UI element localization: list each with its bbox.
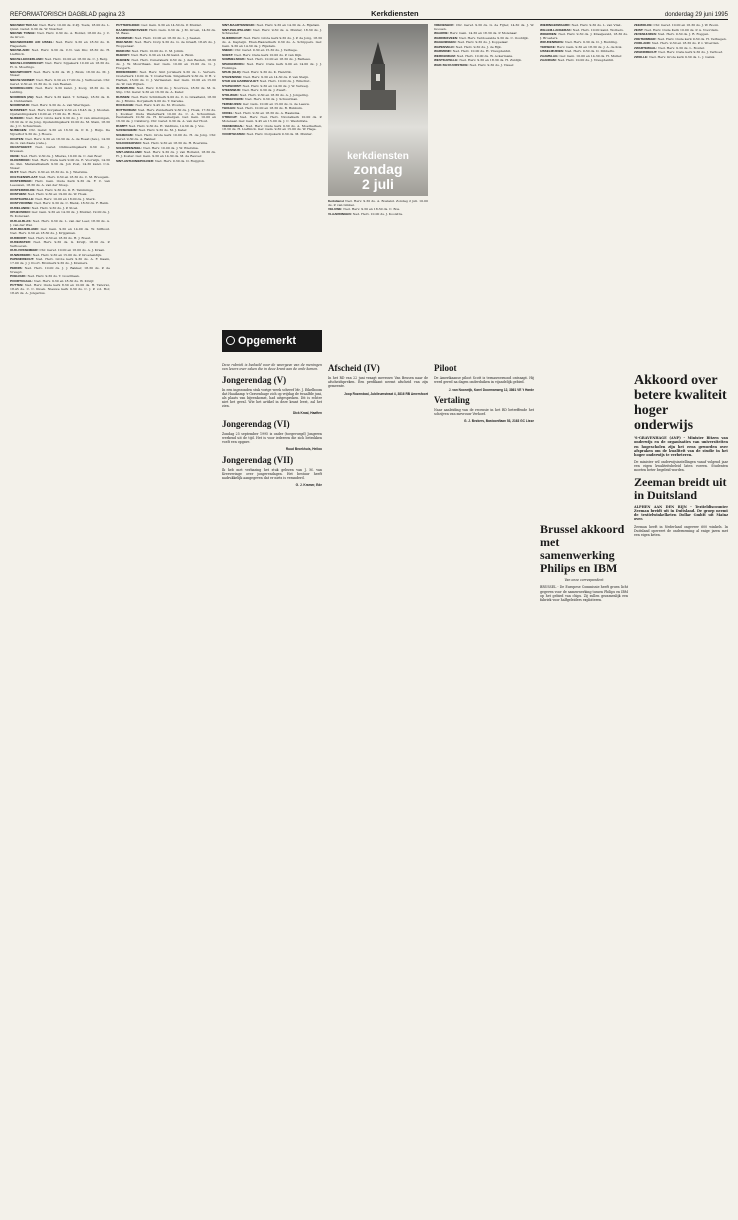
church-listing	[328, 213, 428, 217]
listing-place-name: OOSTVOORNE:	[10, 201, 34, 206]
listing-place-name: RIJSSEN:	[116, 94, 131, 99]
listing-details: Ned. Herv. 9.30 en 18.30 ds. C. Bos.	[342, 207, 401, 212]
listing-details: Ned. Herv. 9.30 en 18.30 ds. A. J. Jongeling.	[238, 92, 309, 97]
listing-details: Ned. Herv. 9.30 ds. K. Hendrik.	[241, 70, 292, 75]
article-signature: G. J. Bezkers, Bastoonflaan 53, 2163 GC Lisse	[464, 419, 534, 424]
listing-details: Ned. Herv. 9.30 en 18.30 ds. W. Kruijf.	[33, 278, 95, 283]
listing-details: Ned. Herv. 9.30 ds. C. Blenk, 18.30 ds. F. Henk.	[33, 201, 109, 206]
church-listing	[540, 59, 628, 63]
listing-place-name: OCHTEN:	[10, 136, 25, 141]
listing-place-name: ZAAMSLAG:	[540, 53, 559, 58]
listing-place-name: WERKENDAM:	[434, 53, 456, 58]
listing-place-name: NIEUWERKERK A/D IJSSEL:	[10, 39, 54, 44]
listing-details: Ned. Herv. 10.00 ds. J. W. Wiersma.	[142, 145, 199, 150]
article-lead: 'S-GRAVENHAGE (ANP) - Minister Ritzen van onderwijs en de organisaties van universiteiten en hogescholen zijn het eens geworden over afspraken om de kwaliteit van de studie in het hoger onderwijs te verbeteren.	[634, 436, 728, 457]
listing-details: Ned. Herv. 10.00 ds. H. Vreugdenhil.	[451, 49, 511, 54]
listing-place-name: REEUWIJK:	[116, 40, 134, 45]
listing-details: Ned. Herv. 9.30 ds. J. P. Stoel.	[30, 205, 79, 210]
listing-details: Ned. Herv. 9.30 ds. W. J. Blom; 18.30 ds. M. J. Visser.	[10, 69, 110, 78]
listing-details: Ned. Herv. 9.30 en 18.30 ds. D. Hagestein.	[10, 39, 110, 48]
listing-details: Ned. Herv. 9.30 ds. A. Bolder, 18.00 ds. J. C. de Groot.	[10, 31, 110, 40]
listing-details: Chr. Geref. 10.00 en 16.30 ds. J. W. Boom.	[652, 24, 720, 27]
listing-place-name: ZEVENHUIZEN:	[634, 32, 657, 36]
listing-details: Ned. Herv. Oude kerk 9.00 en 14.00 ds. J. J. Huizinga.	[222, 61, 322, 70]
listing-details: Ger. Gem. 9.30 en 14.00 ds. W. Silfhout. Ned. Herv. 9.30 en 18.30 ds. J. Krijgsman.	[10, 227, 110, 236]
listing-details: Ned. Herv. 9.30 ds. J. Noorloos, 18.30 ds. M. G. Stip. Chr. Geref. 9.30 en 16.30 ds. A. Kater.	[116, 86, 216, 95]
listing-place-name: OOLTGENSPLAAT:	[10, 174, 38, 179]
listing-place-name: RIJNSBURG:	[116, 86, 136, 91]
listing-place-name: POORTUGAAL:	[10, 278, 34, 283]
article-lead: ALPHEN AAN DEN RIJN - Textieldiscounter Zeeman breidt uit in Duitsland. De groep neemt de textielwinkelketen Dollar GmbH uit Mainz over.	[634, 505, 728, 522]
listing-details: Ned. Herv. 9.30 ds. J. Kraaijeveld, 18.30 ds. J. Broeders.	[540, 32, 628, 40]
eye-icon	[226, 336, 235, 345]
listing-place-name: PUTTERSHOEK:	[116, 24, 141, 27]
listings-column-7	[634, 24, 728, 384]
listing-details: Ned. Herv. 9.30 ds. J. Mieras, 19.00 ds. C. den Boer.	[19, 153, 103, 158]
listing-place-name: WAPENVELD:	[434, 44, 455, 49]
opgemerkt-column-2	[328, 360, 428, 1060]
listing-details: Ned. Herv. 9.30 ds. J. Visser.	[468, 62, 515, 67]
header-left: REFORMATORISCH DAGBLAD pagina 23	[10, 12, 125, 18]
article-title-jongerendag-vii: Jongerendag (VII)	[222, 454, 294, 465]
article-body: De minister wil onderwijsinstellingen vanaf volgend jaar een eigen kwaliteitsbeleid laten voeren. Studenten moeten beter begeleid worden.	[634, 460, 728, 473]
listing-place-name: NOORDWIJK:	[10, 103, 31, 108]
listing-place-name: POELDIJK:	[10, 274, 27, 279]
listing-place-name: RENKUM:	[116, 48, 131, 53]
listing-details: Ned. Herv. Grote kerk 10.00 ds. H. de Jong. Chr. Geref. 9.30 ds. A. Bakker.	[116, 132, 216, 141]
listing-details: Ned. Herv. Oude kerk 10.00 ds. P. van Dijk.	[233, 52, 303, 57]
opgemerkt-banner	[222, 330, 322, 352]
listing-details: Ned. Herv. 9.30 ds. D. J. Budding.	[564, 40, 618, 45]
listing-place-name: YERSEKE:	[540, 44, 556, 49]
listing-place-name: RUMPT:	[116, 123, 128, 128]
listing-details: Ned. Herv. Grote kerk 9.30 ds. L. J. Geluk.	[648, 54, 716, 59]
listing-details: Ned. Herv. Oude kerk 9.30 ds. A. Moerkerken, 18.30 ds. H. Lieftinck. Ger. Gem. 9.30 en 15.00 ds. W. Hage.	[222, 123, 322, 132]
listing-place-name: SCHERPENZEEL:	[116, 145, 143, 150]
listing-details: Ned. Herv. 9.30 ds. D. Ruijgrok.	[153, 158, 206, 163]
listing-place-name: NIJKERK:	[10, 116, 25, 121]
church-listing	[116, 109, 216, 125]
listing-place-name: VREDENHOF:	[434, 24, 455, 27]
listing-place-name: WESTKAPELLE:	[434, 58, 459, 63]
right-news-column	[634, 370, 728, 1060]
article-body: In het RD van 22 juni vraagt mevrouw Van Beusen naar de afscheidspreken. Een predikant neemt afscheid van zijn gemeente.	[328, 376, 428, 389]
listing-details: Ned. Herv. 9.30 ds. A. Bosland. Zondag 2 juli. 10.00 ds. P. van Ginkel.	[328, 200, 428, 207]
philips-article	[540, 520, 628, 1220]
listing-details: Ned. Herv. 9.30 en 14.30 kand. A. Blom.	[130, 53, 195, 58]
listing-details: Ned. Herv. Oude Kerk 10.00 ds. P. A. Noordam.	[643, 27, 719, 32]
photo-caption	[328, 151, 428, 192]
listing-place-name: Kerkdienst	[328, 200, 344, 203]
header-section-title: Kerkdiensten	[371, 9, 419, 18]
opgemerkt-intro: Deze rubriek is bedoeld voor de weergave van de meningen van lezers over zaken die in deze krant aan de orde komen.	[222, 363, 322, 372]
listing-details: Ned. Herv. Dorp 9.30 ds. G. de Graaff, 18.45 ds. J. Woppenaar.	[116, 40, 216, 49]
listing-place-name: OOSTERWOLDE:	[10, 187, 36, 192]
listing-place-name: RAAMSDONKSVEER:	[116, 27, 148, 32]
church-listing	[116, 71, 216, 87]
listing-details: Ger. Gem. 9.30 en 14.30 ds. J. Mulder, 19.00 ds. J. W. Korevaar.	[10, 210, 110, 219]
listing-place-name: OUD-VOSSEMEER:	[10, 248, 39, 253]
listing-details: Ned. Herv. 9.45 ds. M. Wouters.	[134, 103, 186, 108]
listing-place-name: STREEFKERK:	[222, 97, 245, 102]
listing-place-name: WOUDENBERG:	[540, 40, 565, 45]
listing-details: Ned. Herv. 9.30 ds. D. Dibbetts.	[563, 49, 615, 54]
listing-details: Ned. Herv. Oude kerk 8.30 en 10.00 ds. H. Taborsz, 18.45 ds. C. C. Kloek. Nieuwe kerk 9.30 ds. C. J. P. v.d. Bor, 18.45 ds. A. Jongerius.	[10, 283, 110, 296]
listing-place-name: SPIJK (GLD):	[222, 70, 242, 75]
listing-place-name: SNEEK:	[222, 48, 234, 53]
listing-details: Ned. Herv. 9.30 ds. J. van Holland, 18.30 ds. H. J. Koster. Ger. Gem. 9.30 en 14.30 ds. M. de Reuver.	[116, 150, 216, 159]
listing-place-name: THOLEN:	[222, 106, 236, 111]
listing-details: Ned. Herv. 9.30 ds. M. J. Kater.	[137, 128, 188, 133]
listing-details: Chr. Geref. 9.30 en 16.30 ds. P. D. J. Buijs. De Vijverhof 9.30 ds. J. Hoeve.	[10, 128, 110, 137]
church-photo	[328, 24, 428, 196]
article-title-akkoord: Akkoord over betere kwaliteit hoger onderwijs	[634, 373, 727, 433]
listing-place-name: OUWERKERK:	[10, 252, 32, 257]
listing-place-name: NOORDEN (ZH):	[10, 94, 35, 99]
listing-details: Ned. Herv. 9.30 ds. T. Goudriaan.	[26, 274, 80, 279]
listing-place-name: RHENEN:	[116, 57, 131, 62]
listing-details: Ned. Herv. 9.30 ds. H. Veldhuis, 14.30 ds. J. Vos.	[127, 123, 205, 128]
listing-details: Ned. Herv. 10.00 ds. J. Kooistra.	[351, 211, 403, 216]
listing-details: Ned. Herv. 9.30 ds. L. van der Leer, 18.30 ds. A. J. van der Wal.	[10, 218, 110, 227]
listing-place-name: ZUIDLAND:	[634, 41, 651, 45]
listing-place-name: SCHIEDAM:	[116, 132, 134, 137]
listing-place-name: NIEUWPOORT:	[10, 69, 32, 74]
listing-details: Ned. Herv. Dorpskerk 9.30 ds. M. Mulder.	[245, 131, 313, 136]
church-listing	[10, 117, 110, 129]
listings-column-5	[434, 24, 534, 324]
listing-place-name: ZOETERMEER:	[634, 36, 657, 41]
church-listing	[222, 133, 322, 137]
listing-place-name: OEGSTGEEST:	[10, 145, 33, 150]
listing-place-name: WIJK BIJ DUURSTEDE:	[434, 62, 469, 67]
listing-place-name: NIEUWER TER AA:	[10, 24, 39, 27]
listings-column-1	[10, 24, 110, 1064]
listing-details: Ned. Herv. 10.00 en 18.30 ds. J. Batteau.	[245, 57, 311, 62]
listing-details: Ned. Herv. Cunerakerk 9.30 ds. J. den Besten, 18.30 ds. J. W. Mourthaan. Ger. Gem. 10.00 en 15.00 ds. G. J. Hoogerh.	[116, 57, 216, 70]
listing-details: Ned. Herv. 10.00 kand. Wolbers.	[571, 27, 624, 32]
listing-place-name: NIEUW-LOOSDRECHT:	[10, 61, 44, 66]
church-listing	[116, 160, 216, 164]
church-listing	[434, 64, 534, 68]
listing-details: Ned. Herv. 9.30 en 14.30 ds. A. Rijsdam.	[255, 24, 321, 27]
listing-place-name: WAARDE:	[434, 31, 449, 36]
church-tower-icon	[358, 42, 398, 112]
listing-details: Ger. Gem. 10.00 en 14.30 ds. H. Muller.	[558, 53, 622, 58]
listing-place-name: VLAARDINGEN:	[328, 211, 352, 216]
listing-place-name: SLIEDRECHT:	[222, 35, 243, 40]
listing-details: Ned. Herv. 9.30 ds. J. R. Roggen.	[656, 32, 710, 36]
listing-place-name: SPAKENBURG:	[222, 61, 245, 66]
listing-details: Ned. Herv. 9.30 kand. J. Kooij, 18.30 ds. G. Lanting.	[10, 86, 110, 95]
listing-place-name: PUTTEN:	[10, 283, 24, 288]
listing-details: Ned. Herv. 9.30 en 18.30 ds. A. Haaksma.	[233, 110, 301, 115]
listing-details: Ned. Herv. Schildkerk 9.00 ds. C. G. Graafland, 18.30 ds. J. Bruins. Dorpskerk 9.00 ds. T. Karelse.	[116, 94, 216, 103]
listing-details: Ned. Herv. 9.30 en 14.30 ds. P. van Steijn.	[242, 74, 310, 79]
listing-place-name: SCHOONHOVEN:	[116, 141, 142, 146]
article-title-piloot: Piloot	[434, 363, 457, 373]
listing-details: Ned. Herv. 9.30 en 19.00 ds. W. Hoek.	[26, 192, 88, 197]
listing-place-name: SASSENHEIM:	[116, 128, 138, 133]
listing-details: Chr. Geref. 9.30 ds. G. de Fijter, 14.30 ds. J. W. Goosen.	[434, 24, 534, 31]
listing-place-name: OOSTERBEEK:	[10, 179, 33, 184]
article-signature: Ruud Broekhuis, Heiloo	[285, 447, 322, 452]
listing-details: Ned. Herv. Sijpekerk 10.00 en 18.30 ds. H. G. Moerings.	[10, 61, 110, 70]
church-listing	[10, 284, 110, 296]
listing-place-name: IJSSELMUIDEN:	[540, 49, 564, 54]
listing-place-name: SINT-PHILIPSLAND:	[222, 27, 252, 32]
listing-details: Ned. Herv. 9.30 en 14.30 ds. J. W. Verweij.	[241, 83, 309, 88]
listing-place-name: NIEUWLAND:	[10, 48, 30, 53]
photo-caption-line3: 2 juli	[362, 176, 394, 192]
listing-details: Ned. Herv. Oude kerk 9.30 ds. H. Verhagen.	[656, 36, 727, 41]
listing-place-name: ZWARTEWAAL:	[634, 45, 658, 50]
listing-place-name: WIERINGERWAARD:	[540, 24, 571, 27]
listing-details: Ned. Herv. 10.00 en 18.30 ds. B. Bukkum.	[235, 106, 303, 111]
listing-details: Ned. Herv. Grote kerk 9.30 ds. J. P. de Jong, 18.30 ds. A. Kapteijn. Eben-Haëzerkerk 9.30 ds. A. Schippers. Ger. Gem. 9.30 en 14.30 ds. J. Rijsdam.	[222, 35, 322, 48]
listing-details: Ger. Gem. 9.30 en 14.30 ds. P. Mulder.	[140, 24, 202, 27]
listing-details: Chr. Geref. 9.30 en 15.30 ds. J. Verhage.	[233, 48, 298, 53]
listing-details: Ned. Herv. Oude kerk 9.00 ds. E. Voorwijk, 14.30 ds. Pen. Maranathakerk 9.30 ds. Job Post, 14.30 kand. C.G. Visser.	[10, 158, 110, 170]
listing-place-name: OUDDORP:	[10, 235, 27, 240]
listing-details: Ned. Herv. 9.30 ds. J. de Rijk.	[454, 44, 502, 49]
listing-details: Herv. Gem. 9.30 en 18.30 ds. J. A. de Kok.	[555, 44, 623, 49]
listing-place-name: RHENOY:	[116, 53, 131, 58]
article-body: Naar aanleiding van de recensie in het RD betreffende het schrijven van mevrouw Verhoef.	[434, 408, 534, 417]
header-date: donderdag 29 juni 1995	[664, 12, 728, 18]
listing-place-name: TERNEUZEN:	[222, 101, 242, 106]
article-body: Zondag 25 september 1995 is onder (toegevoegd) Jongeren werkend uit de tijd. Het is voor iedereen die zich betrokken voelt een opgave.	[222, 431, 322, 445]
listing-place-name: OLDEBROEK:	[10, 158, 31, 163]
listing-details: Ned. Herv. 9.30 en 16.30 ds. G. J. Wiersma.	[18, 170, 88, 175]
article-title-vertaling: Vertaling	[434, 394, 470, 405]
listing-details: Ned. Geref. Ontmoetingskerk 9.30 ds. J. Kreusen.	[10, 145, 110, 154]
listing-place-name: NIEUWE TONGE:	[10, 31, 36, 36]
article-signature: G. J. Kramer, Ede	[295, 483, 322, 488]
listing-place-name: STEENWIJK:	[222, 88, 242, 93]
article-title-philips: Brussel akkoord met samenwerking Philips en IBM	[540, 522, 625, 575]
listing-place-name: NIEUW-VENNEP:	[10, 77, 36, 82]
article-title-jongerendag-v: Jongerendag (V)	[222, 374, 287, 385]
listing-place-name: OUDEWATER:	[10, 240, 31, 245]
listing-details: Herv. Gem. 9.30 ds. J. M. Groen, 14.30 ds. M. Baas.	[116, 27, 216, 36]
listing-details: Ned. Herv. 9.30 en 15.00 ds. P. Groenendijk.	[31, 252, 103, 257]
listing-place-name: NIJMEGEN:	[10, 128, 28, 133]
listing-place-name: SINT-MAARTENSDIJK:	[222, 24, 256, 27]
listing-place-name: SOMMELSDIJK:	[222, 57, 246, 62]
listing-details: Chr. Geref. 10.00 en 16.00 ds. A. J. Kraan.	[38, 248, 106, 253]
listing-details: Ned. Herv. 10.00 ds. J. Vreugdenhil.	[556, 58, 615, 63]
listing-details: Ned. Herv. Grote kerk 9.30 ds. J. P. van Amerongen, 18.30 ds. P. de Jong. Opstandingskerk 10.00 ds. M. Stam, 18.30 ds. J. C. Schuurman.	[10, 116, 110, 128]
article-body: De Amerikaanse piloot Scott is ternauwernood ontsnapt. Hij werd gered na dagen onderduiken in vijandelijk gebied.	[434, 376, 534, 385]
listing-details: Ned. Herv. 10.00 en 18.00 ds. J. Sterk.	[34, 196, 96, 201]
listing-place-name: OOSTHEM:	[10, 192, 27, 197]
article-body: Zeeman heeft in Nederland ongeveer 600 winkels. In Duitsland opereert de onderneming al enige jaren met een eigen keten.	[634, 524, 728, 538]
listings-column-2	[116, 24, 216, 1064]
listing-details: Herv. Gem. 14.30 en 18.30 ds. P. Molenaar.	[448, 31, 518, 36]
listing-details: Ned. Herv. 9.30 ds. C.N. van Dis; 18.30 ds. H. Lieftinck.	[10, 48, 110, 57]
listing-place-name: STAPHORST:	[222, 83, 242, 88]
opgemerkt-column-1	[222, 360, 322, 1060]
listing-details: Ned. Herv. 10.00 en 18.30 ds. L. J. Seelen.	[133, 35, 202, 40]
listing-place-name: OPHEUSDEN:	[10, 210, 31, 215]
article-title-zeeman: Zeeman breidt uit in Duitsland	[634, 474, 727, 502]
listing-details: Ned. Herv. 9.30 en 18.30 ds. H. J. Roest.	[26, 235, 92, 240]
listing-details: Ned. Herv. 9.30 kand. T. Schaap, 18.30 ds. D. A. Dubbeldam.	[10, 94, 110, 103]
listing-place-name: SINT-ANNALAND:	[116, 150, 143, 155]
article-signature: J. van Noorwijk, Karel Doormanweg 12, 3861 VE 't Harde	[448, 387, 534, 392]
listing-details: Ned. Herv. 10.00 en 18.30 ds. C. J. Berg.	[43, 56, 109, 61]
listing-details: Ned. Herv. 9.30 ds. J. Koppelaar.	[456, 40, 509, 45]
photo-caption-line1: kerkdiensten	[347, 151, 409, 162]
listing-place-name: OENE:	[10, 153, 20, 158]
listing-place-name: RIDDERKERK:	[116, 70, 138, 75]
article-signature: Dick Kraal, Haaften	[292, 411, 322, 416]
listing-details: Ned. Herv. 9.30 en 17.00 ds. J. Verhoeven. Chr. Geref. 9.30 en 15.30 ds. G. van Reenen.	[10, 77, 110, 86]
article-body: BRUSSEL - De Europese Commissie heeft groen licht gegeven voor de samenwerking tussen Philips en IBM op het gebied van chips. Zij zullen gezamenlijk een fabriek voor halfgeleiders exploiteren.	[540, 585, 628, 602]
listing-place-name: VOORTHUIZEN:	[222, 131, 246, 136]
listing-place-name: PERNIS:	[10, 265, 23, 270]
listing-details: Ned. Herv. 10.00 ds. J. J. Bakker, 18.30 ds. P. de Vreugd.	[10, 265, 110, 274]
listing-details: Ger. Gem. 10.00 en 15.00 ds. G. de Leeuw.	[241, 101, 310, 106]
church-listing	[222, 37, 322, 49]
listing-details: Ned. Herv. Dorpskerk 9.30 en 18.45 ds. J. Stouten. Opstandingskerk 10.00 en 17.00 ds. H. Roos.	[10, 107, 110, 116]
listing-place-name: STAVENISSE:	[222, 74, 243, 79]
listing-details: Ned. Herv. 9.30 ds. A. Mulder, 18.30 ds. J. Schreuder.	[222, 27, 322, 36]
listing-place-name: RANDWIJK:	[116, 35, 134, 40]
listing-place-name: SOEST:	[222, 52, 234, 57]
listing-place-name: WADDINXVEEN:	[434, 35, 459, 40]
article-title-afscheid: Afscheid (IV)	[328, 363, 380, 373]
opgemerkt-column-3	[434, 360, 534, 1060]
listing-details: Herv. Gem. Oude Kerk 9.30 ds. F. C. van Leeuwen, 18.30 ds. A. van der Stoep.	[10, 179, 110, 188]
listing-details: Ned. Herv. 9.30 en 18.30 ds. H. Zuidijk.	[458, 58, 522, 63]
listing-place-name: NUNSPEET:	[10, 107, 28, 112]
listing-place-name: ZAANDAM:	[540, 58, 557, 63]
listing-place-name: ZEIST:	[634, 27, 644, 32]
listing-details: Ned. Herv. Sint Joriskerk 9.30 ds. L. Ververs. Oosterkerk 10.00 ds. T. Oosterhuis. Singelkerk 9.30 ds. P. H. v. Harten, 15.00 ds. C. J. Vermeulen. Ger. Gem. 10.00 en 15.00 ds. W. van Wijnen.	[116, 70, 216, 86]
listing-details: Ned. Herv. Oude kerk 9.30 ds. J. Verhoef.	[657, 50, 723, 54]
header-rule	[10, 19, 728, 20]
listing-place-name: WAGENINGEN:	[434, 40, 457, 45]
listing-place-name: ZWOLLE:	[634, 54, 649, 59]
article-body: Ik heb met verbazing het stuk gelezen van J. M. van Kreeveringe over jongerendagen. Het bestuur heeft nadrukkelijk aangegeven dat er niets is veranderd.	[222, 467, 322, 480]
listing-place-name: WILLEM-LANGERAK:	[540, 27, 572, 32]
listing-details: Ned. Herv. 9.30 ds. J. Schuurman.	[244, 97, 299, 102]
listing-details: Ned. Herv. Zuiderkerk 9.30 ds. J. Hoek, 17.30 ds. J. Kooiker. Oude Westerkerk 10.00 ds. C. A. Schuurman. Pauluskerk 10.30 ds. H. Kroesbergen. Ger. Gem. 10.00 en 16.30 ds. J. Catsburg. Chr. Geref. 9.30 ds. A. van der Hout.	[116, 107, 216, 124]
listing-details: Ned. Herv. 9.30 ds. J. Zwart.	[241, 88, 287, 93]
listing-place-name: NOORDELOOS:	[10, 86, 34, 91]
listing-details: Ned. Herv. 9.30 en 18.30 ds. A. de Roest (hev.), 14.30 ds. G. van Zaele (cate.).	[10, 136, 110, 145]
photo-caption-line2: zondag	[353, 161, 403, 177]
listing-details: Ned. Herv. Grote kerk 9.30 ds. A. F. Kaam, 17.00 ds. J. J. Poort. Bronkerk 9.30 ds. J. Kremers.	[10, 257, 110, 266]
listing-details: Ned. Herv. 9.30 ds. L. Bouter.	[657, 45, 705, 50]
listing-place-name: OLST:	[10, 170, 19, 175]
listing-place-name: OUD-BEIJERLAND:	[10, 227, 39, 232]
listing-details: Ned. Herv. Ned. Herv. Nicolaïkerk 10.00 ds. P. Molenaar. Ger. Gem. 9.45 en 15.00 ds. J. C. Weststrate.	[222, 115, 322, 124]
listing-place-name: NIEUW-LEKKERLAND:	[10, 56, 44, 61]
listing-place-name: UDDEL:	[222, 110, 234, 115]
article-signature: Joop Rozendaal, Jubileumstraat 4, 3816 RB Amersfoort	[344, 391, 428, 396]
listing-place-name: ROTTERDAM:	[116, 107, 137, 112]
listing-details: Ned. Herv. 9.30 ds. D. R. Tamminga.	[35, 187, 94, 192]
article-byline: Van onze correspondent	[564, 578, 604, 583]
listing-details: Ned. Herv. 10.00 ds. C. M. Jolink.	[130, 48, 185, 53]
listing-place-name: PAPENDRECHT:	[10, 257, 35, 262]
listing-details: Ned. Herv. 9.30 en 18.30 ds. C. M. Breugem.	[37, 174, 110, 179]
listing-details: Ned. Herv. 10.00 ds. W. Ackermans.	[455, 53, 514, 58]
listing-details: Ned. Herv. 9.30 ds. G. Kruijt, 18.30 ds. P. Verhoeven.	[10, 240, 110, 248]
listing-details: Ned. Herv. 9.30 ds. L. van Vliet.	[570, 24, 622, 27]
listing-place-name: OUD-ALBLAS:	[10, 218, 32, 223]
listing-place-name: ROCKANJE:	[116, 103, 135, 108]
listing-details: Ned. Herv. 9.30 en 18.30 ds. H. Boersma.	[141, 141, 208, 146]
listing-place-name: ZEEWOLDE:	[634, 24, 653, 27]
listing-place-name: VELUWE:	[328, 207, 343, 212]
listing-place-name: SINT-ANTHONIEPOLDER:	[116, 158, 154, 163]
listing-place-name: OOSTKAPELLE:	[10, 196, 35, 201]
listing-place-name: VEENENDAAL:	[222, 123, 245, 128]
listing-place-name: UTRECHT:	[222, 115, 238, 120]
listing-details: Ned. Herv. 10.00 ds. J. Wilschut.	[258, 79, 311, 84]
listing-details: Ned. Herv. 9.30 ds. A. van Wieringen.	[30, 103, 91, 108]
listing-details: Ned. Herv. 10.00 ds. Z.P.J. Toets, 18.00 ds. L. Quist. Geref. 9.30 ds. W. Visscher.	[10, 24, 110, 31]
listing-place-name: WOERDEN:	[540, 32, 558, 36]
opgemerkt-title: Opgemerkt	[238, 335, 297, 347]
listing-place-name: OUDELANDE:	[10, 205, 31, 210]
church-listing	[116, 59, 216, 71]
church-listing	[634, 56, 728, 60]
listings-column-6	[540, 24, 628, 364]
listing-place-name: ZWIJNDRECHT:	[634, 50, 658, 54]
listing-place-name: STAD A/H HARINGVLIET:	[222, 79, 259, 84]
article-title-jongerendag-vi: Jongerendag (VI)	[222, 418, 290, 429]
listing-place-name: WARMOND:	[434, 49, 452, 54]
listing-details: Ned. Herv. Verdoezelde 9.30 ds. C. Oostdijk.	[458, 35, 529, 40]
article-body: In een ingezonden stuk vorige week schreef Mr. J. Eikelboom dat Haaikamp 's-Gravenhage zich op vrijdag de twaalfde juni, als plaats van bijeenkomst, had uitgesproken. Dit is echter niet het geval. Wie het artikel in deze krant leest, zal het zien.	[222, 387, 322, 409]
listing-place-name: STOLWIJK:	[222, 92, 239, 97]
listing-details: Ned. Herv. 9.30 en 18.30 ds. P. v. Woerden.	[650, 41, 720, 45]
church-listing	[10, 159, 110, 171]
listings-column-4	[328, 200, 428, 310]
page-header	[10, 4, 728, 18]
